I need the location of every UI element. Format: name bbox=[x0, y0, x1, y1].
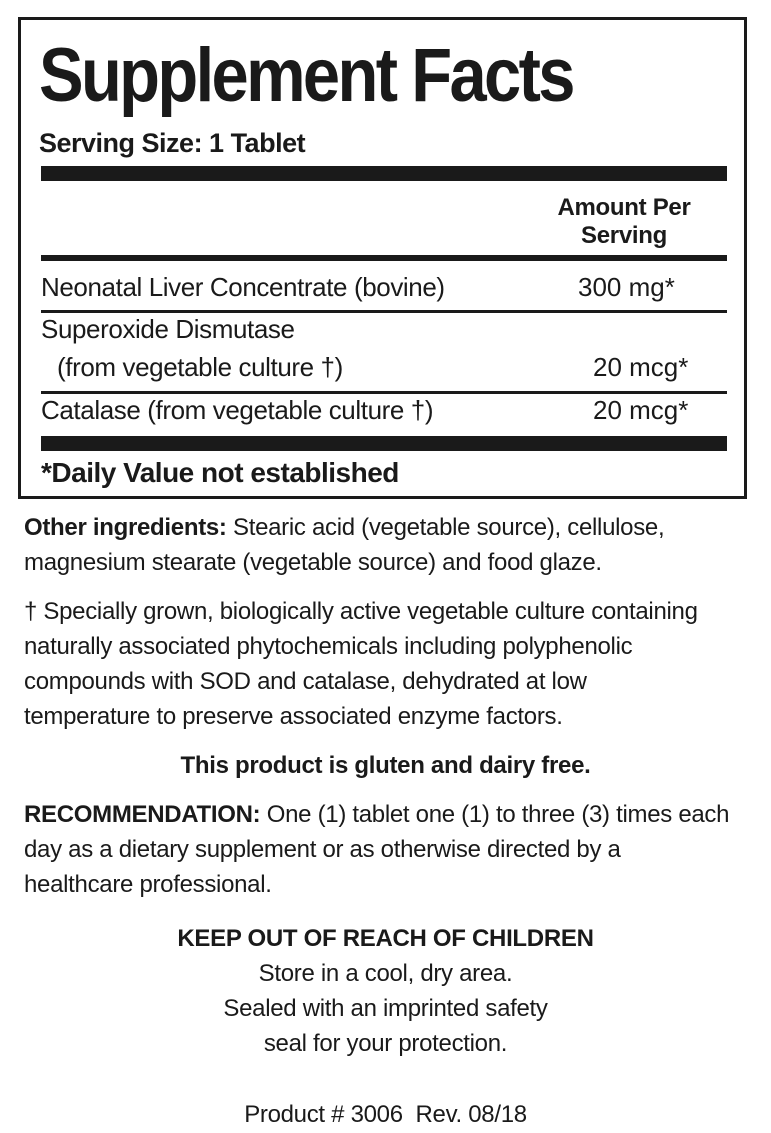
ingredient-amount: 20 mcg* bbox=[593, 352, 689, 382]
children-warning-heading: KEEP OUT OF REACH OF CHILDREN bbox=[177, 925, 594, 952]
safety-seal-note: seal for your protection. bbox=[263, 1030, 508, 1057]
storage-instruction: Store in a cool, dry area. bbox=[258, 960, 513, 987]
amount-per-serving-header bbox=[544, 194, 704, 250]
ingredient-name-source: (from vegetable culture †) bbox=[57, 352, 343, 382]
other-ingredients-text: magnesium stearate (vegetable source) and food glaze. bbox=[24, 549, 602, 576]
amount-header-line-2: Serving bbox=[581, 222, 667, 249]
recommendation-text: One (1) tablet one (1) to three (3) times each bbox=[260, 801, 730, 828]
recommendation-text: day as a dietary supplement or as otherwise directed by a bbox=[24, 836, 621, 863]
recommendation bbox=[24, 797, 744, 902]
row-divider bbox=[41, 310, 727, 313]
culture-note-line: compounds with SOD and catalase, dehydrated at low bbox=[24, 668, 587, 695]
product-number-revision: Product # 3006 Rev. 08/18 bbox=[244, 1101, 527, 1128]
top-thick-divider bbox=[41, 166, 727, 181]
ingredient-name: Neonatal Liver Concentrate (bovine) bbox=[41, 272, 445, 302]
amount-header-line-1: Amount Per bbox=[557, 194, 691, 221]
row-divider bbox=[41, 391, 727, 394]
serving-size: Serving Size: 1 Tablet bbox=[39, 128, 306, 158]
other-ingredients bbox=[24, 510, 744, 580]
bottom-thick-divider bbox=[41, 436, 727, 451]
recommendation-text: healthcare professional. bbox=[24, 871, 272, 898]
panel-title: Supplement Facts bbox=[39, 33, 573, 118]
culture-note-line: naturally associated phytochemicals including polyphenolic bbox=[24, 633, 633, 660]
other-ingredients-text: Stearic acid (vegetable source), cellulose, bbox=[226, 514, 665, 541]
ingredient-name: Catalase (from vegetable culture †) bbox=[41, 395, 434, 425]
ingredient-name: Superoxide Dismutase bbox=[41, 314, 295, 344]
culture-note-line: temperature to preserve associated enzyme factors. bbox=[24, 703, 563, 730]
daily-value-note: *Daily Value not established bbox=[41, 457, 399, 488]
culture-note-line: † Specially grown, biologically active vegetable culture containing bbox=[24, 598, 698, 625]
ingredient-amount: 300 mg* bbox=[578, 272, 675, 302]
supplement-facts-panel bbox=[18, 17, 747, 499]
ingredient-amount: 20 mcg* bbox=[593, 395, 689, 425]
recommendation-label: RECOMMENDATION: bbox=[24, 801, 261, 828]
header-divider bbox=[41, 255, 727, 261]
safety-seal-note: Sealed with an imprinted safety bbox=[223, 995, 548, 1022]
culture-note bbox=[24, 594, 744, 734]
gluten-dairy-free-statement: This product is gluten and dairy free. bbox=[180, 752, 591, 779]
other-ingredients-label: Other ingredients: bbox=[24, 514, 227, 541]
